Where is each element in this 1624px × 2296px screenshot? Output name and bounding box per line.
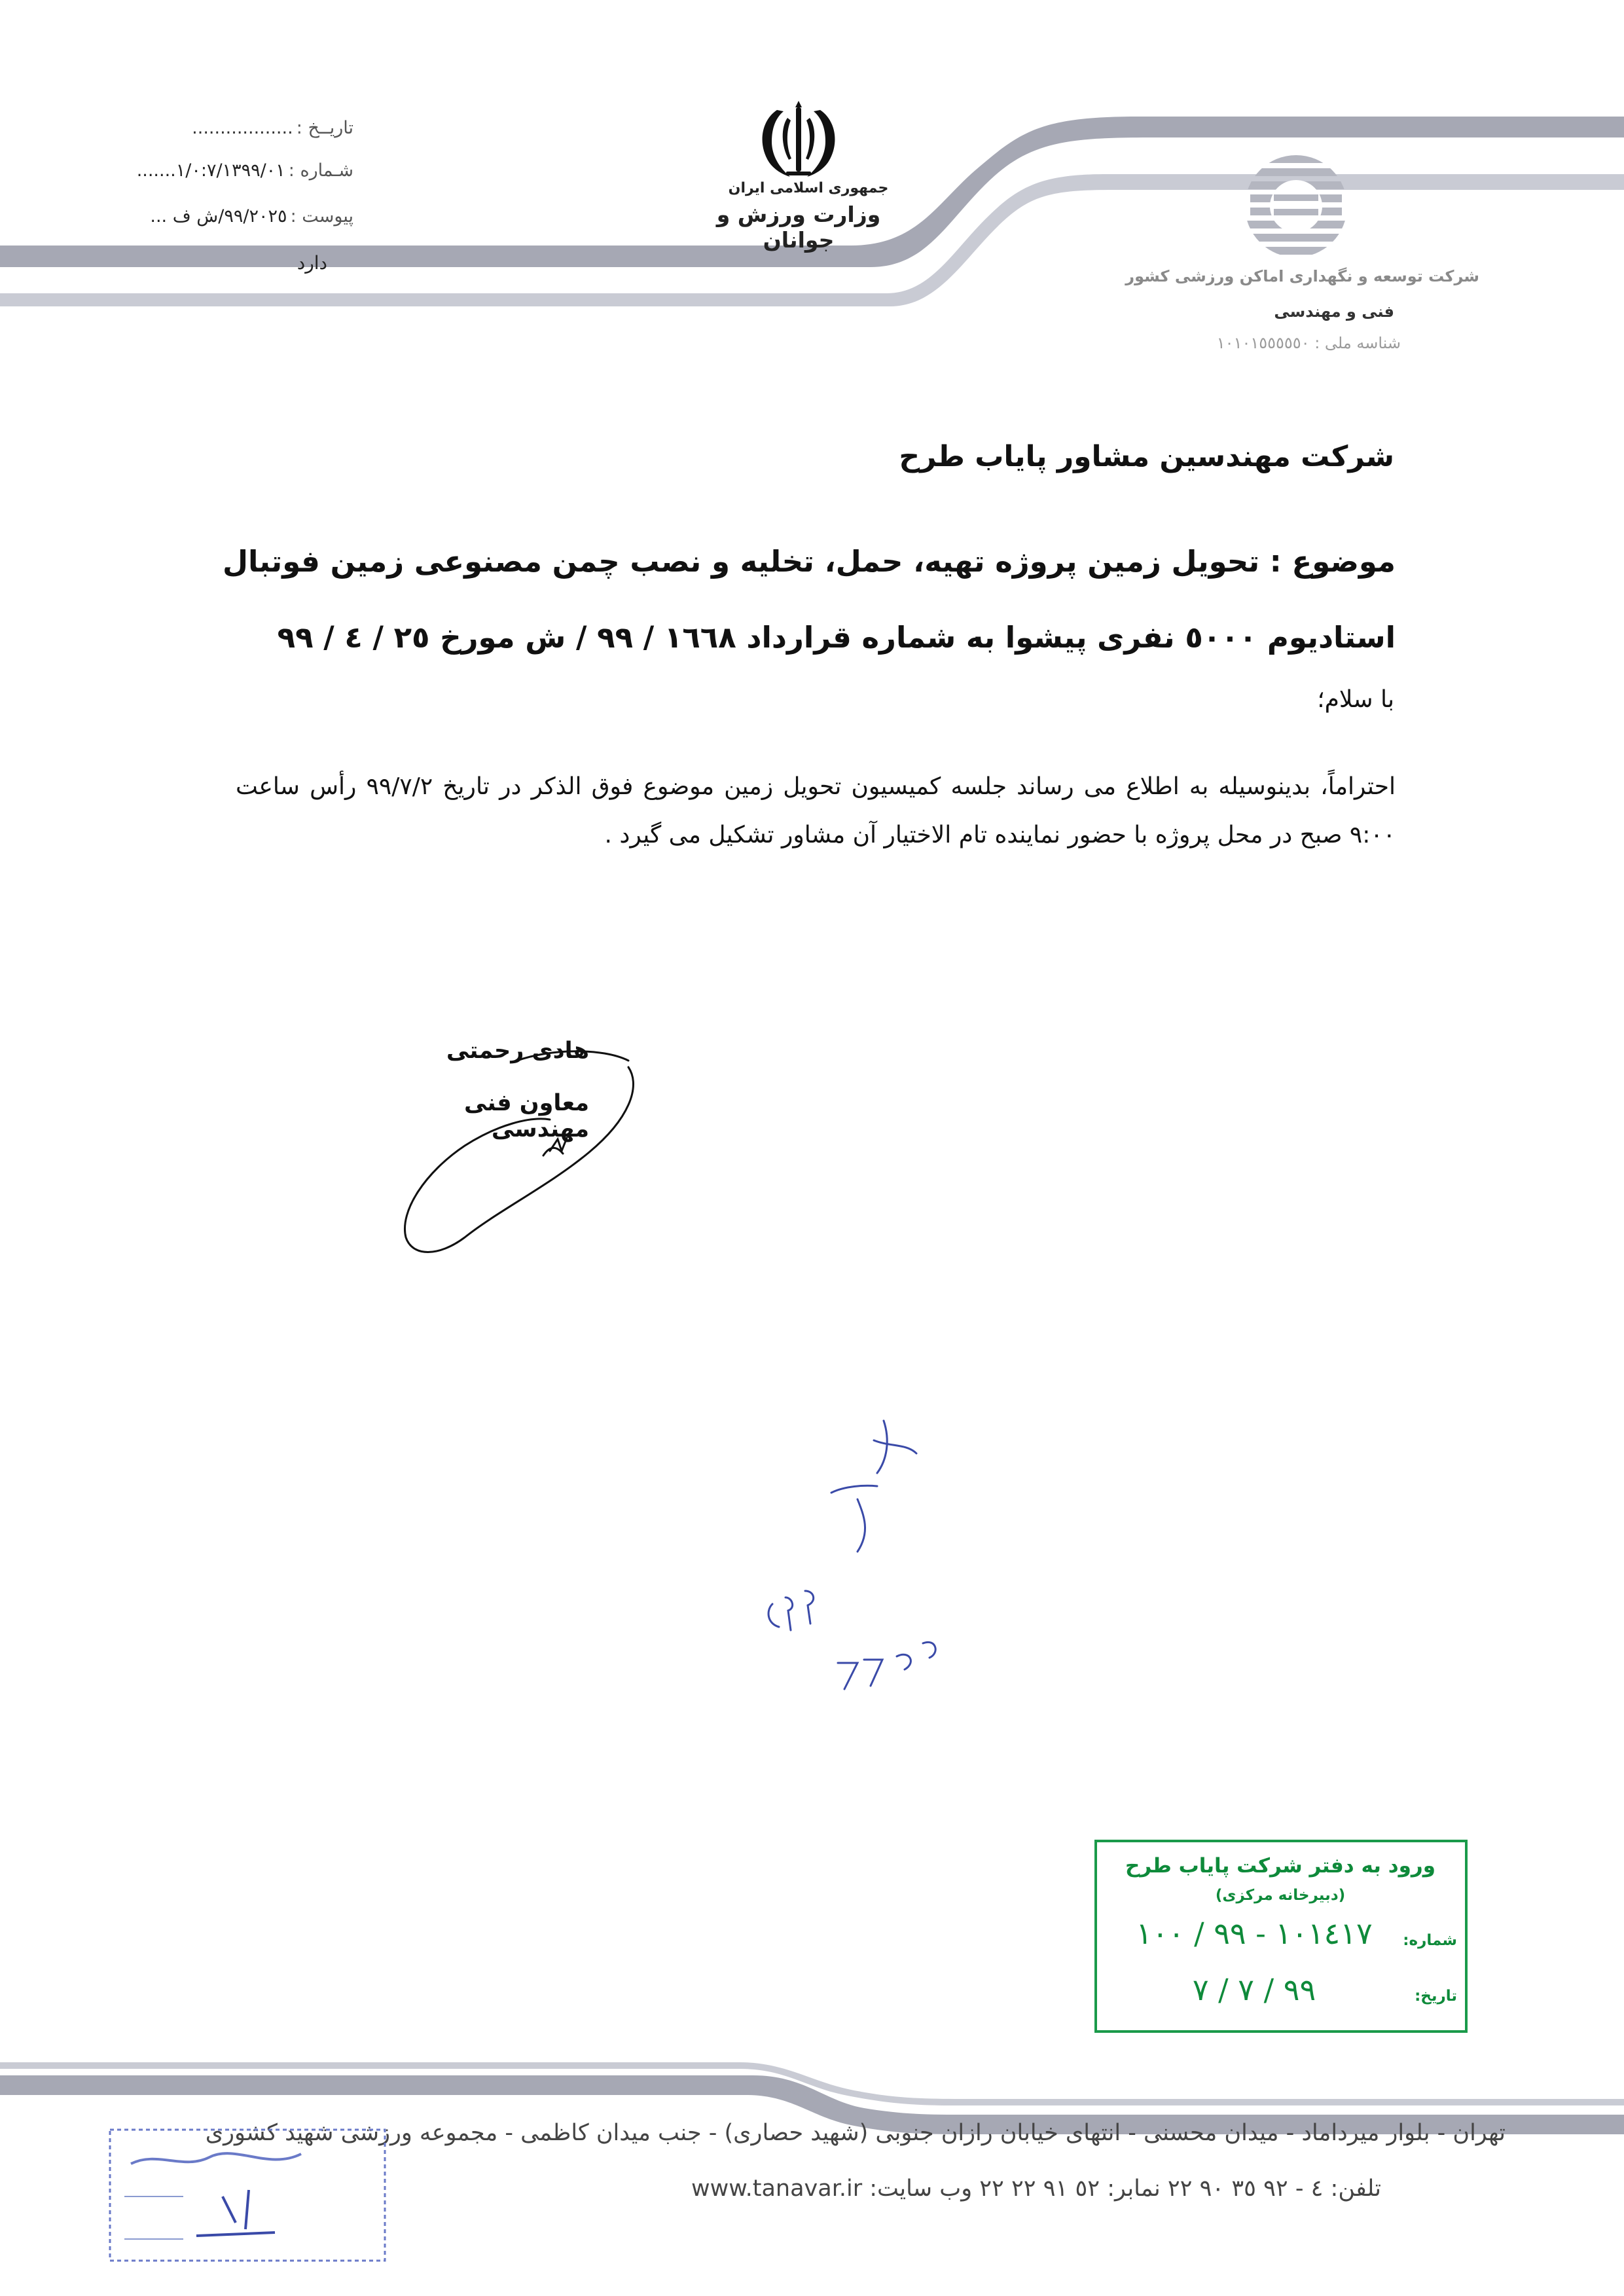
iran-emblem-icon [749, 98, 848, 183]
republic-title: جمهوری اسلامی ایران [728, 180, 889, 196]
footer-contact: تلفن: ٤ - ٩٢ ٣٥ ٩٠ ٢٢ نمابر: ٥٢ ٩١ ٢٢ ٢٢ وب سایت: www.tanavar.ir [691, 2176, 1381, 2202]
signer-title: معاون فنی مهندسی [464, 1090, 589, 1142]
footer-address: تهران - بلوار میرداماد - میدان محسنی - انتهای خیابان رازان جنوبی (شهید حصاری) - جنب میدان کاظمی - مجموعه ورزشی شهید کشوری [205, 2120, 1506, 2146]
entry-stamp-number-label: شماره: [1403, 1932, 1457, 1949]
attachment-extra: دارد [297, 252, 327, 274]
handwritten-notes [733, 1401, 1008, 1702]
company-logo-icon [1211, 154, 1381, 259]
signer-name: هادی رحمتی [446, 1038, 589, 1064]
entry-stamp-number: ١٠١٤١٧ - ٩٩ / ١٠٠ [1136, 1916, 1373, 1951]
attachment-label: پیوست : [290, 206, 353, 227]
date-value: .................. [192, 118, 293, 138]
ministry-title: وزارت ورزش و جوانان [716, 202, 881, 253]
company-national-id: شناسه ملی : ١٠١٠١٥٥٥٥٥٠ [1216, 334, 1401, 352]
number-value: ١/٠:٧/١٣٩٩/٠١....... [136, 160, 285, 181]
number-row [98, 160, 353, 181]
entry-stamp-date-label: تاریخ: [1415, 1988, 1457, 2005]
entry-stamp-title: ورود به دفتر شرکت پایاب طرح [1125, 1854, 1435, 1878]
company-name: شرکت توسعه و نگهداری اماکن ورزشی کشور [1125, 267, 1479, 285]
signature-mark [353, 1041, 661, 1264]
entry-stamp-date: ٩٩ / ٧ / ٧ [1192, 1972, 1316, 2007]
greeting: با سلام؛ [1317, 686, 1394, 713]
entry-stamp [1094, 1840, 1468, 2033]
letter-body: احتراماً، بدینوسیله به اطلاع می رساند جلسه کمیسیون تحویل زمین موضوع فوق الذکر در تاریخ ٩٩/٧/٢ رأس ساعت ٩:٠٠ صبح در محل پروژه با حضور نماینده تام الاختیار آن مشاور تشکیل می گیرد . [236, 773, 1396, 848]
attachment-value: ٩٩/٢٠٢٥/ش ف ... [150, 206, 287, 227]
company-department: فنی و مهندسی [1274, 302, 1394, 321]
attachment-row [85, 206, 353, 227]
addressee: شرکت مهندسین مشاور پایاب طرح [899, 440, 1394, 473]
entry-stamp-subtitle: (دبیرخانه مرکزی) [1215, 1887, 1346, 1904]
reception-stamp-mark [105, 2124, 419, 2275]
date-row [98, 118, 353, 138]
number-label: شـماره : [288, 160, 353, 181]
date-label: تاریــخ : [296, 118, 353, 138]
letter-subject: موضوع : تحویل زمین پروژه تهیه، حمل، تخلیه و نصب چمن مصنوعی زمین فوتبال استادیوم ٥٠٠٠ نفری پیشوا به شماره قرارداد ١٦٦٨ / ٩٩ / ش مورخ ٢٥ / ٤ / ٩٩ [223, 544, 1396, 655]
